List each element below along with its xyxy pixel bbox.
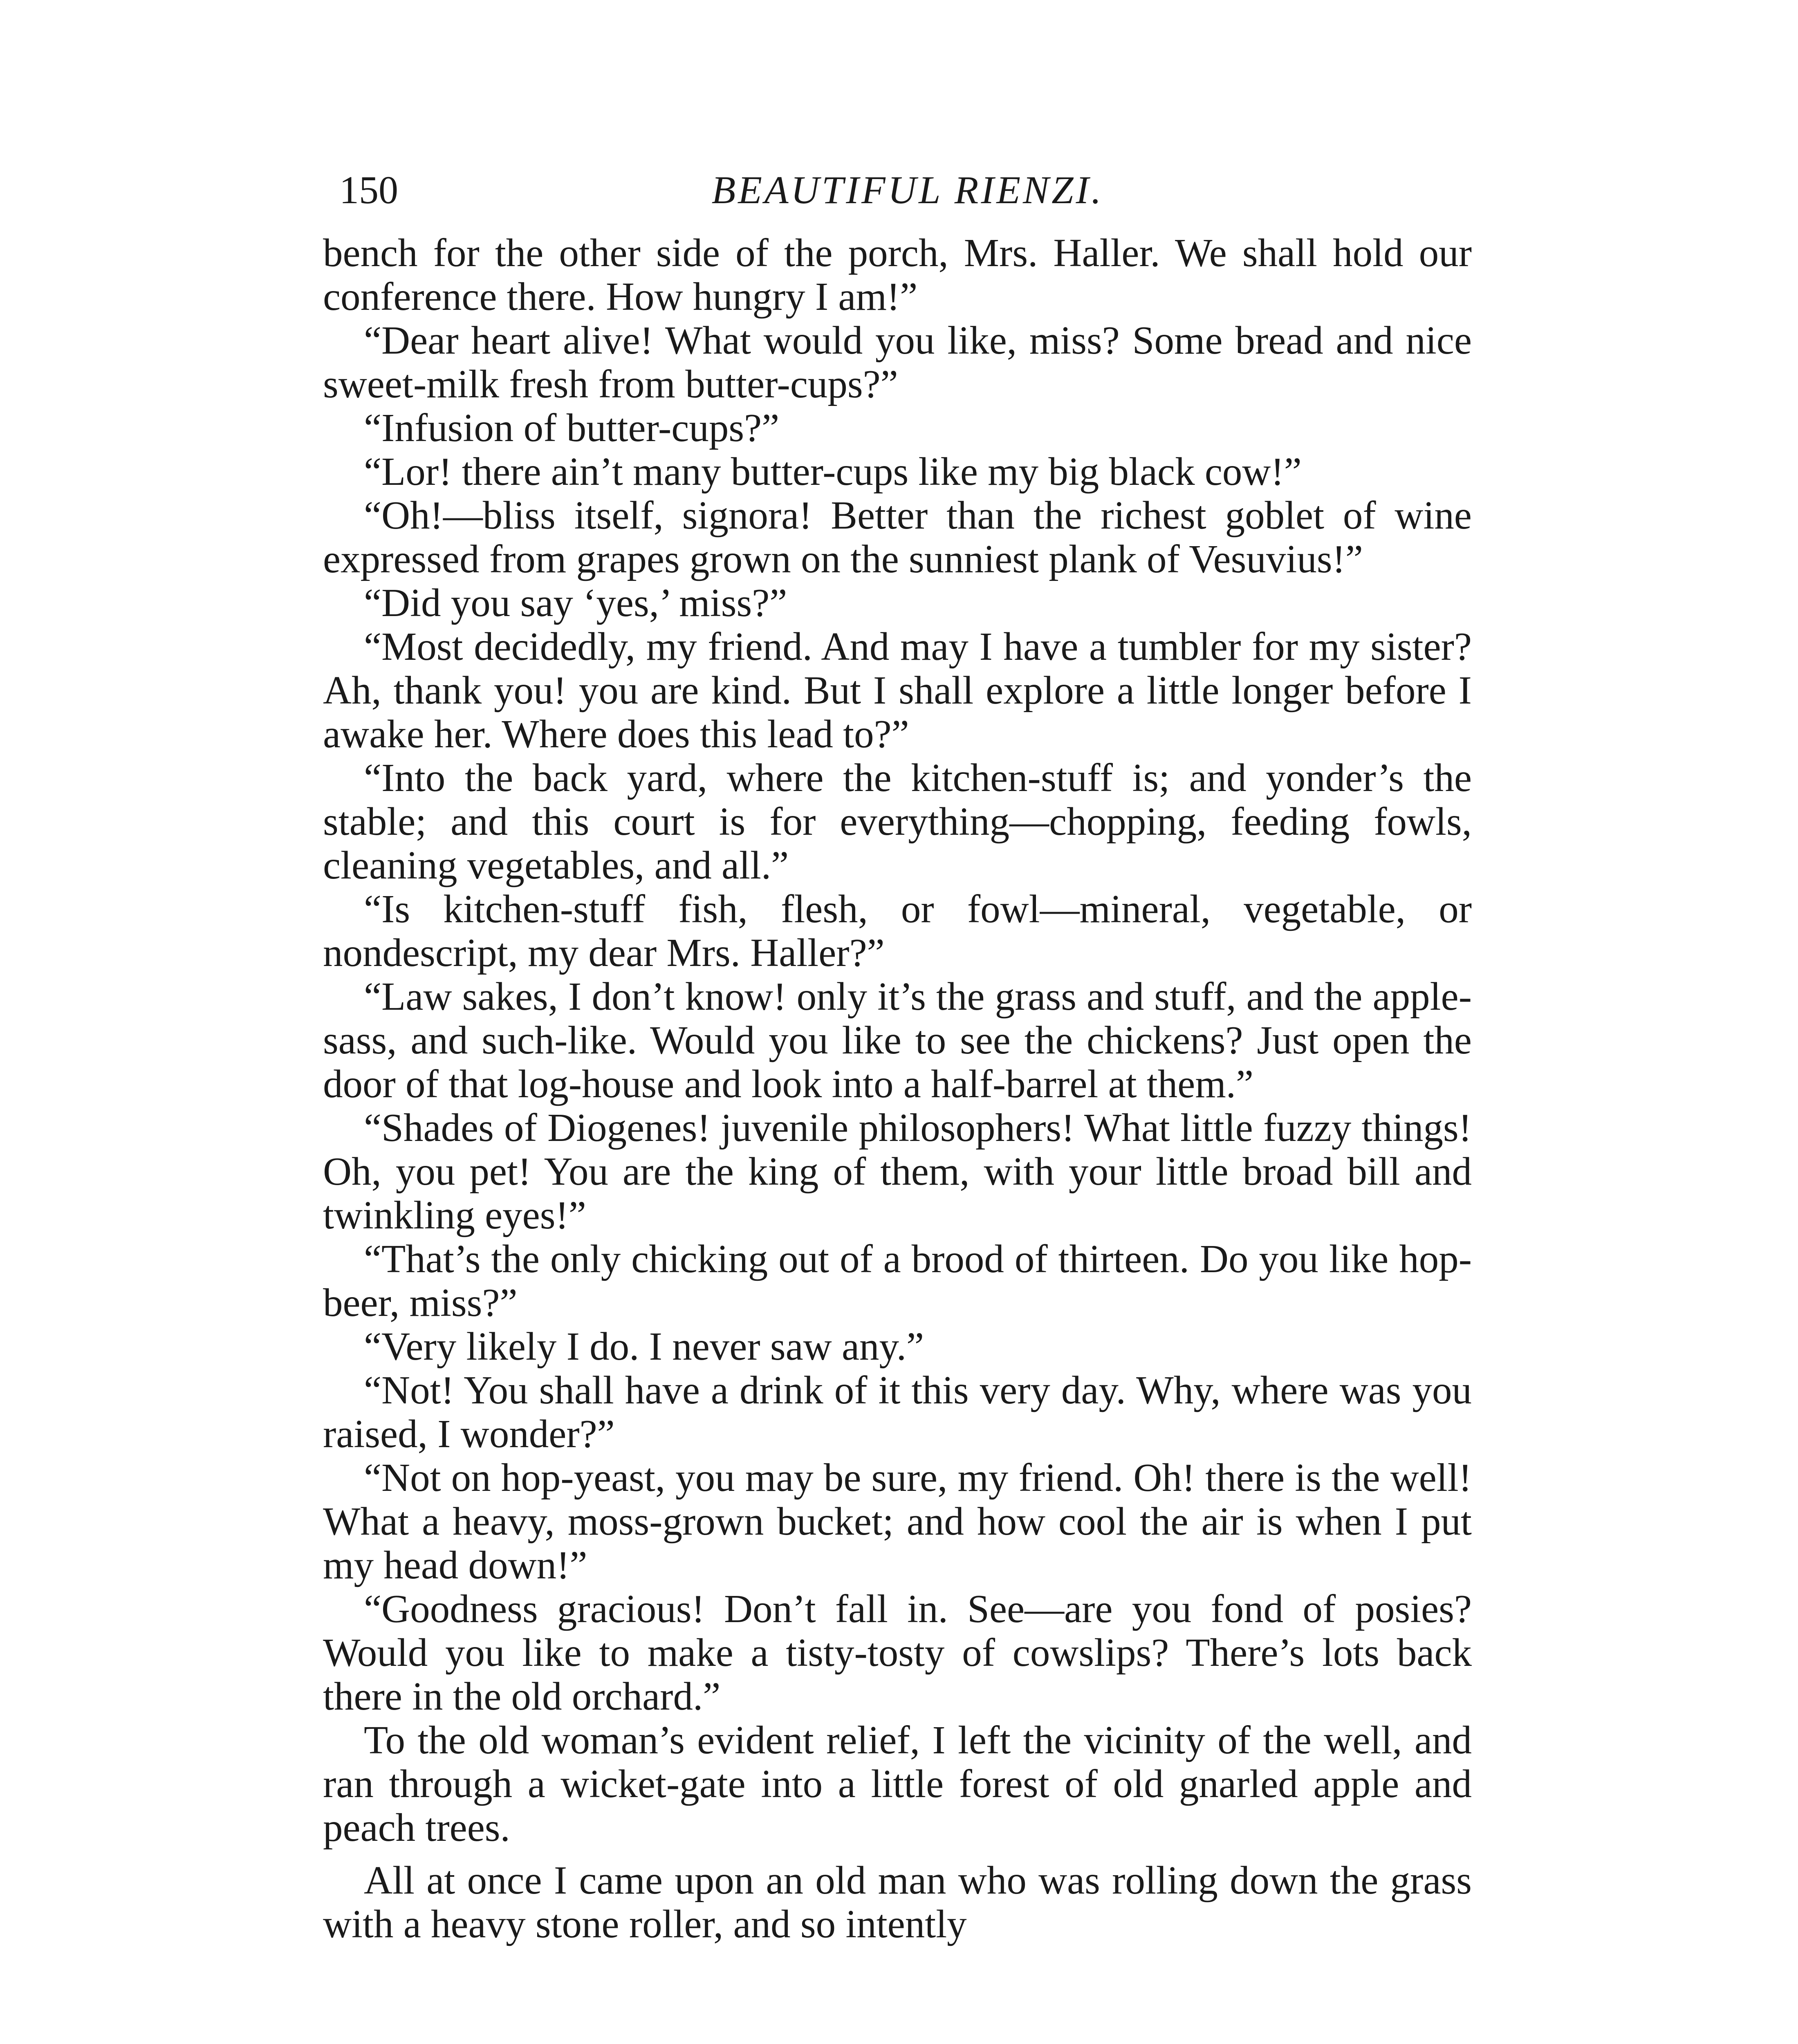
paragraph: “Most decidedly, my friend. And may I have a tumbler for my sister? Ah, thank you! you are kind. But I shall explore a little longer before I awake her. Where does this lead to?” xyxy=(323,625,1472,756)
paragraph: “Not! You shall have a drink of it this very day. Why, where was you raised, I wonder?” xyxy=(323,1368,1472,1456)
paragraph: “Is kitchen-stuff fish, flesh, or fowl—mineral, vegetable, or nondescript, my dear Mrs. Haller?” xyxy=(323,887,1472,975)
page-number: 150 xyxy=(339,168,398,212)
paragraph: “Goodness gracious! Don’t fall in. See—are you fond of posies? Would you like to make a tisty-tosty of cowslips? There’s lots back there in the old orchard.” xyxy=(323,1587,1472,1718)
body-text xyxy=(323,231,1472,1946)
paragraph: “Dear heart alive! What would you like, miss? Some bread and nice sweet-milk fresh from butter-cups?” xyxy=(323,318,1472,406)
running-head: BEAUTIFUL RIENZI. xyxy=(711,168,1104,212)
paragraph: “Infusion of butter-cups?” xyxy=(364,406,780,450)
paragraph: “Not on hop-yeast, you may be sure, my friend. Oh! there is the well! What a heavy, moss-grown bucket; and how cool the air is when I put my head down!” xyxy=(323,1456,1472,1587)
paragraph: “Oh!—bliss itself, signora! Better than the richest goblet of wine expressed from grapes grown on the sunniest plank of Vesuvius!” xyxy=(323,493,1472,581)
paragraph: “Very likely I do. I never saw any.” xyxy=(364,1325,924,1368)
paragraph: “Into the back yard, where the kitchen-stuff is; and yonder’s the stable; and this court is for everything—chopping, feeding fowls, cleaning vegetables, and all.” xyxy=(323,756,1472,887)
paragraph: All at once I came upon an old man who was rolling down the grass with a heavy stone roller, and so intently xyxy=(323,1858,1472,1946)
paragraph: “Did you say ‘yes,’ miss?” xyxy=(364,581,787,625)
paragraph: bench for the other side of the porch, Mrs. Haller. We shall hold our conference there. How hungry I am!” xyxy=(323,231,1472,318)
paragraph: “Lor! there ain’t many butter-cups like my big black cow!” xyxy=(364,450,1302,493)
paragraph: “That’s the only chicking out of a brood of thirteen. Do you like hop-beer, miss?” xyxy=(323,1237,1472,1325)
paragraph: “Shades of Diogenes! juvenile philosophers! What little fuzzy things! Oh, you pet! You are the king of them, with your little broad bill and twinkling eyes!” xyxy=(323,1106,1472,1237)
paragraph: “Law sakes, I don’t know! only it’s the grass and stuff, and the apple-sass, and such-like. Would you like to see the chickens? Just open the door of that log-house and look into a half-barrel at them.” xyxy=(323,975,1472,1106)
page-header xyxy=(339,164,1476,217)
paragraph: To the old woman’s evident relief, I left the vicinity of the well, and ran through a wicket-gate into a little forest of old gnarled apple and peach trees. xyxy=(323,1718,1472,1849)
